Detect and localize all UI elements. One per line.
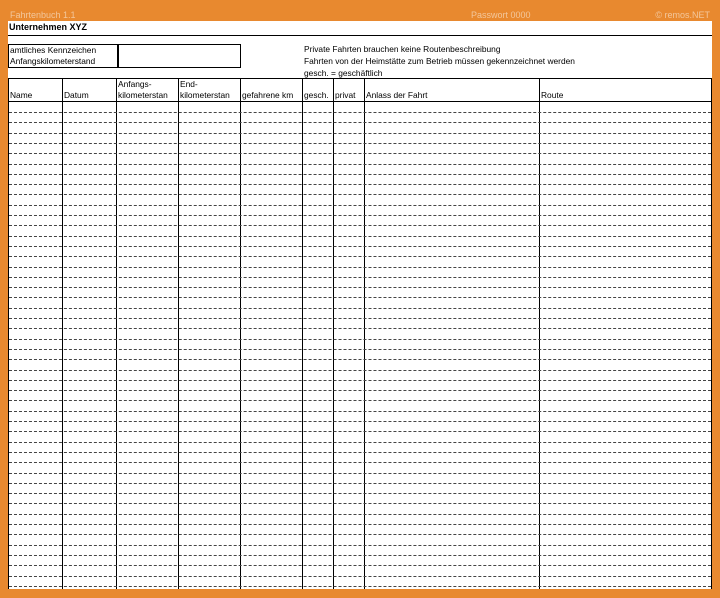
table-row[interactable] <box>9 503 711 504</box>
col-anlass: Anlass der Fahrt <box>366 90 428 100</box>
start-km-label: Anfangskilometerstand <box>10 56 96 66</box>
table-row[interactable] <box>9 442 711 443</box>
col-datum: Datum <box>64 90 89 100</box>
col-name: Name <box>10 90 33 100</box>
note-2: Fahrten von der Heimstätte zum Betrieb müssen gekennzeichnet werden <box>304 56 575 66</box>
table-row[interactable] <box>9 133 711 134</box>
column-line <box>364 78 365 589</box>
column-line <box>8 78 9 589</box>
table-row[interactable] <box>9 462 711 463</box>
col-km: gefahrene km <box>242 90 294 100</box>
table-row[interactable] <box>9 565 711 566</box>
table-row[interactable] <box>9 164 711 165</box>
header-bottom-rule <box>8 101 712 102</box>
plate-label: amtliches Kennzeichen <box>10 45 97 55</box>
table-row[interactable] <box>9 380 711 381</box>
column-line <box>302 78 303 589</box>
table-row[interactable] <box>9 236 711 237</box>
table-row[interactable] <box>9 143 711 144</box>
company-name: Unternehmen XYZ <box>9 22 88 32</box>
table-row[interactable] <box>9 339 711 340</box>
table-row[interactable] <box>9 205 711 206</box>
column-line <box>116 78 117 589</box>
col-route: Route <box>541 90 564 100</box>
table-row[interactable] <box>9 112 711 113</box>
table-row[interactable] <box>9 431 711 432</box>
table-row[interactable] <box>9 370 711 371</box>
table-row[interactable] <box>9 534 711 535</box>
table-row[interactable] <box>9 153 711 154</box>
table-row[interactable] <box>9 328 711 329</box>
column-line <box>539 78 540 589</box>
col-start-km-top: Anfangs- <box>118 79 152 89</box>
table-row[interactable] <box>9 359 711 360</box>
table-top-rule <box>8 78 712 79</box>
copyright-label: © remos.NET <box>655 10 710 20</box>
table-row[interactable] <box>9 308 711 309</box>
table-row[interactable] <box>9 184 711 185</box>
table-row[interactable] <box>9 421 711 422</box>
col-end-km-top: End- <box>180 79 198 89</box>
app-title: Fahrtenbuch 1.1 <box>10 10 76 20</box>
table-row[interactable] <box>9 473 711 474</box>
table-row[interactable] <box>9 390 711 391</box>
table-row[interactable] <box>9 267 711 268</box>
col-gesch: gesch. <box>304 90 329 100</box>
password-label: Passwort 0000 <box>471 10 531 20</box>
table-row[interactable] <box>9 349 711 350</box>
table-row[interactable] <box>9 287 711 288</box>
header-rule <box>8 35 712 36</box>
table-row[interactable] <box>9 246 711 247</box>
table-row[interactable] <box>9 194 711 195</box>
col-privat: privat <box>335 90 356 100</box>
column-line <box>62 78 63 589</box>
table-row[interactable] <box>9 411 711 412</box>
logbook-sheet <box>8 21 712 589</box>
table-row[interactable] <box>9 225 711 226</box>
table-row[interactable] <box>9 483 711 484</box>
table-row[interactable] <box>9 215 711 216</box>
table-row[interactable] <box>9 452 711 453</box>
table-row[interactable] <box>9 493 711 494</box>
table-row[interactable] <box>9 400 711 401</box>
table-row[interactable] <box>9 555 711 556</box>
col-start-km-bottom: kilometerstan <box>118 90 168 100</box>
column-line <box>178 78 179 589</box>
table-row[interactable] <box>9 514 711 515</box>
plate-input-field[interactable] <box>118 44 241 68</box>
col-end-km-bottom: kilometerstan <box>180 90 230 100</box>
table-row[interactable] <box>9 297 711 298</box>
title-bar <box>8 9 712 21</box>
column-line <box>333 78 334 589</box>
table-row[interactable] <box>9 524 711 525</box>
table-row[interactable] <box>9 174 711 175</box>
note-1: Private Fahrten brauchen keine Routenbeschreibung <box>304 44 501 54</box>
table-row[interactable] <box>9 318 711 319</box>
column-line <box>711 78 712 589</box>
table-row[interactable] <box>9 122 711 123</box>
table-row[interactable] <box>9 277 711 278</box>
table-row[interactable] <box>9 576 711 577</box>
column-line <box>240 78 241 589</box>
table-row[interactable] <box>9 586 711 587</box>
note-3: gesch. = geschäftlich <box>304 68 383 78</box>
table-row[interactable] <box>9 545 711 546</box>
table-row[interactable] <box>9 256 711 257</box>
